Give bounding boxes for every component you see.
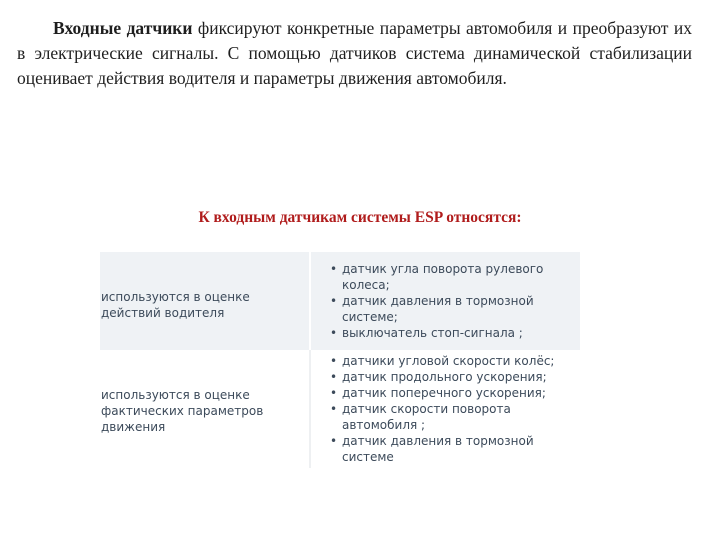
bullet-icon: • xyxy=(330,354,338,368)
bullet-icon: • xyxy=(330,370,338,384)
sensor-list xyxy=(329,261,574,341)
table-cell-category xyxy=(100,350,310,468)
bullet-icon: • xyxy=(330,402,338,416)
intro-bold-term: Входные датчики xyxy=(53,18,193,38)
category-label: используются в оценке действий водителя xyxy=(101,290,250,320)
table-cell-items xyxy=(310,350,580,468)
list-item-text: датчик скорости поворота автомобиля ; xyxy=(342,402,511,432)
list-item xyxy=(329,261,574,293)
sensor-list xyxy=(329,353,574,465)
list-item-text: выключатель стоп-сигнала ; xyxy=(342,326,523,340)
table-row xyxy=(100,350,580,468)
list-item xyxy=(329,325,574,341)
bullet-icon: • xyxy=(330,262,338,276)
bullet-icon: • xyxy=(330,294,338,308)
intro-paragraph xyxy=(17,16,692,91)
list-item-text: датчик угла поворота рулевого колеса; xyxy=(342,262,544,292)
bullet-icon: • xyxy=(330,434,338,448)
intro-text: фиксируют конкретные параметры автомобиля и преобразуют их в электрические сигналы. С помощью датчиков система динамической стабилизации оценивает действия водителя и параметры движения автомобиля. xyxy=(17,18,692,88)
list-item-text: датчик поперечного ускорения; xyxy=(342,386,546,400)
sensor-table xyxy=(100,252,580,468)
list-item-text: датчики угловой скорости колёс; xyxy=(342,354,555,368)
table-cell-category xyxy=(100,252,310,350)
list-item xyxy=(329,401,574,433)
list-item xyxy=(329,353,574,369)
category-label: используются в оценке фактических параметров движения xyxy=(101,388,264,434)
list-item xyxy=(329,385,574,401)
section-subheading: К входным датчикам системы ESP относятся: xyxy=(198,209,522,226)
table-cell-items xyxy=(310,252,580,350)
bullet-icon: • xyxy=(330,386,338,400)
list-item xyxy=(329,369,574,385)
list-item xyxy=(329,433,574,465)
table-row xyxy=(100,252,580,350)
bullet-icon: • xyxy=(330,326,338,340)
list-item-text: датчик продольного ускорения; xyxy=(342,370,547,384)
list-item-text: датчик давления в тормозной системе xyxy=(342,434,534,464)
list-item-text: датчик давления в тормозной системе; xyxy=(342,294,534,324)
list-item xyxy=(329,293,574,325)
